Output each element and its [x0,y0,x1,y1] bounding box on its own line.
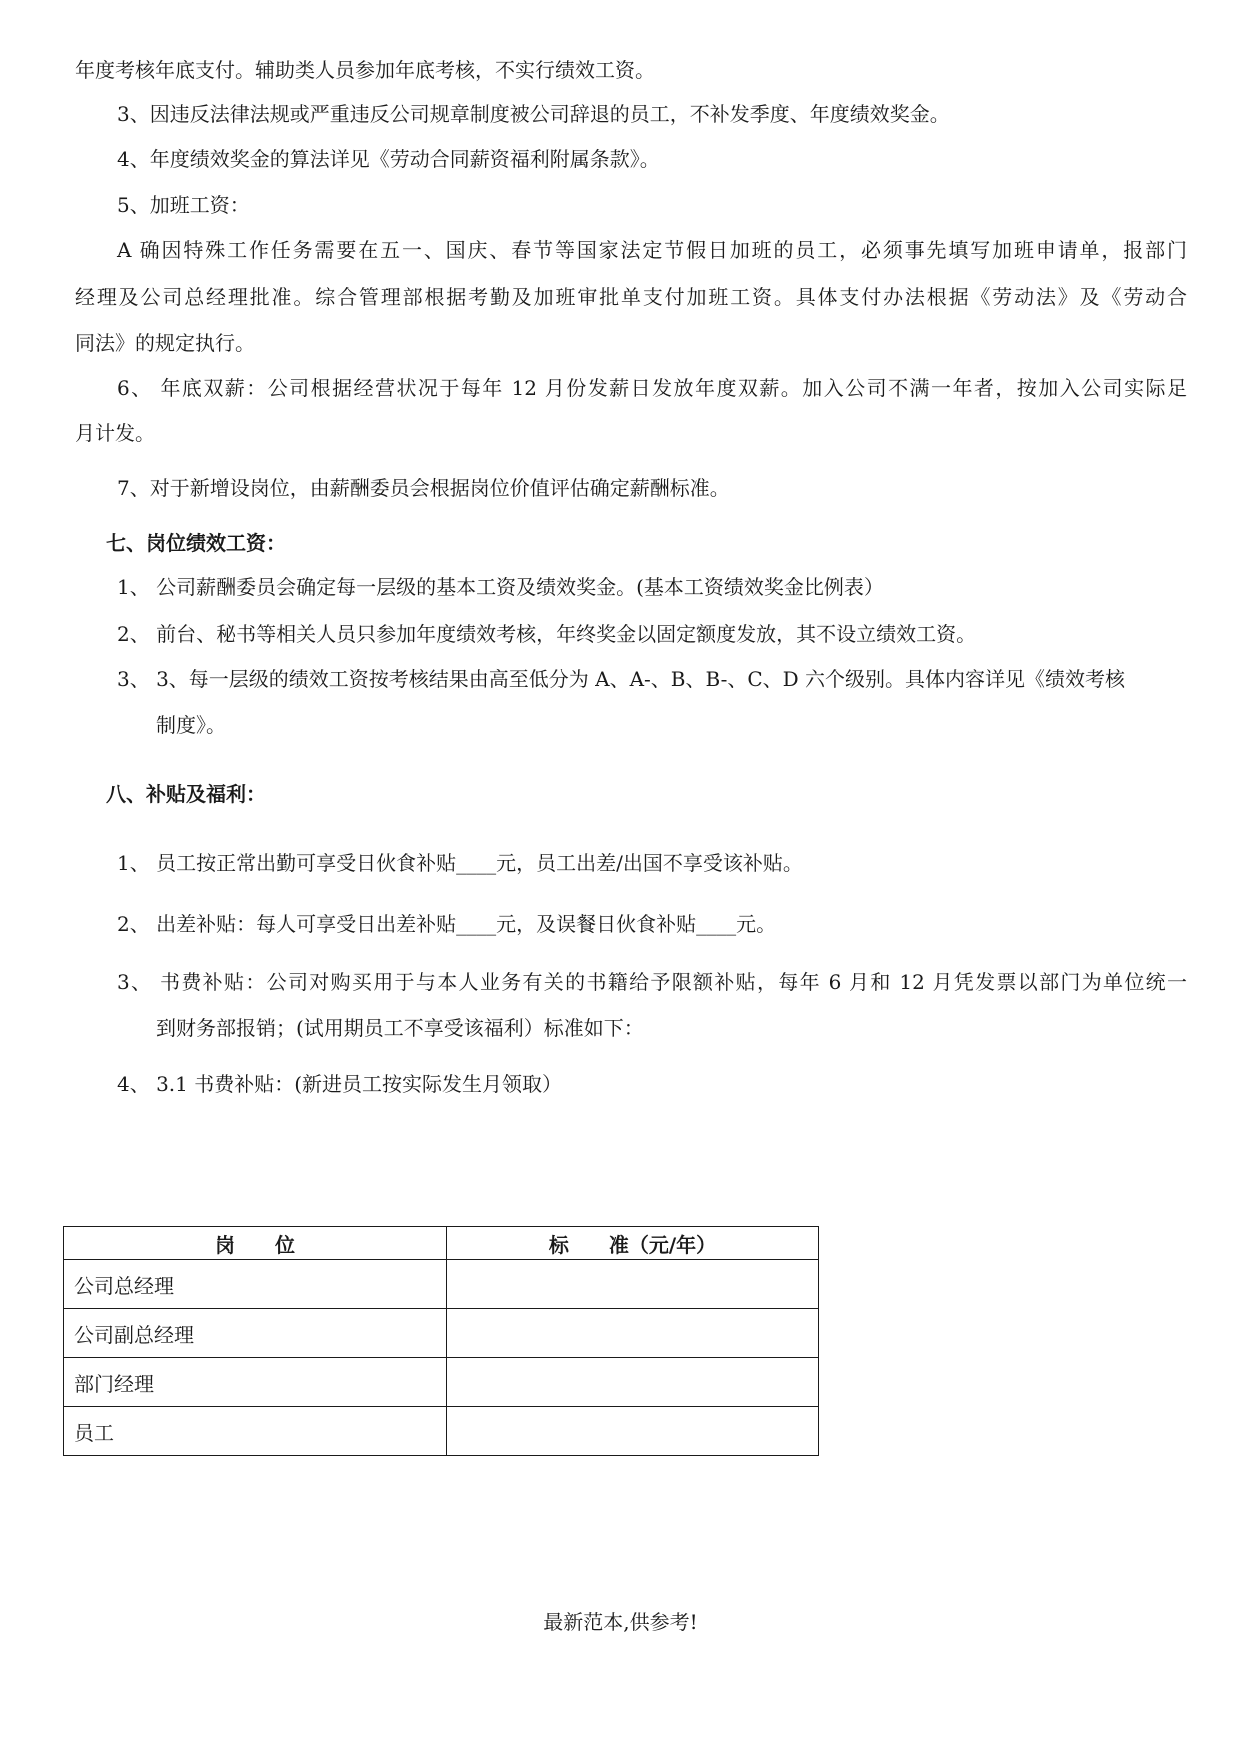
section-heading: 八、补贴及福利： [106,782,266,806]
list-item: 1、 公司薪酬委员会确定每一层级的基本工资及绩效奖金。(基本工资绩效奖金比例表） [117,575,884,599]
list-item: 到财务部报销；(试用期员工不享受该福利）标准如下： [156,1016,644,1040]
section-heading: 七、岗位绩效工资： [106,531,286,555]
paragraph-line: 经理及公司总经理批准。综合管理部根据考勤及加班审批单支付加班工资。具体支付办法根据《劳动法》及《劳动合 [75,285,1187,309]
list-item: 制度》。 [156,713,226,737]
list-item: 3、 3、每一层级的绩效工资按考核结果由高至低分为 A、A-、B、B-、C、D 六个级别。具体内容详见《绩效考核 [117,667,1126,691]
table-header-cell: 标 准（元/年） [447,1227,819,1260]
paragraph-line: 同法》的规定执行。 [75,331,255,355]
paragraph-line: 3、因违反法律法规或严重违反公司规章制度被公司辞退的员工，不补发季度、年度绩效奖金。 [117,102,950,126]
paragraph-line: 7、对于新增设岗位，由薪酬委员会根据岗位价值评估确定薪酬标准。 [117,476,730,500]
book-allowance-table [63,1226,819,1456]
table-row [64,1309,819,1358]
paragraph-line: 6、 年底双薪：公司根据经营状况于每年 12 月份发薪日发放年度双薪。加入公司不满一年者，按加入公司实际足 [117,376,1187,400]
table-cell [447,1407,819,1456]
table-header-row [64,1227,819,1260]
list-item: 3、 书费补贴：公司对购买用于与本人业务有关的书籍给予限额补贴，每年 6 月和 12 月凭发票以部门为单位统一 [117,970,1187,994]
paragraph-line: 月计发。 [75,421,155,445]
table-cell: 员工 [64,1407,447,1456]
paragraph-line: A 确因特殊工作任务需要在五一、国庆、春节等国家法定节假日加班的员工，必须事先填写加班申请单，报部门 [117,238,1187,262]
table-cell: 公司副总经理 [64,1309,447,1358]
table-header-cell: 岗 位 [64,1227,447,1260]
table-cell [447,1358,819,1407]
paragraph-line: 5、加班工资： [117,193,250,217]
table-cell: 部门经理 [64,1358,447,1407]
table-cell: 公司总经理 [64,1260,447,1309]
list-item: 2、 出差补贴：每人可享受日出差补贴____元，及误餐日伙食补贴____元。 [117,912,777,936]
table-row [64,1260,819,1309]
page-footer: 最新范本,供参考! [543,1610,698,1634]
paragraph-line: 年度考核年底支付。辅助类人员参加年底考核，不实行绩效工资。 [75,58,655,82]
table-cell [447,1309,819,1358]
list-item: 2、 前台、秘书等相关人员只参加年度绩效考核，年终奖金以固定额度发放，其不设立绩效工资。 [117,622,977,646]
list-item: 1、 员工按正常出勤可享受日伙食补贴____元，员工出差/出国不享受该补贴。 [117,851,803,875]
list-item: 4、 3.1 书费补贴：(新进员工按实际发生月领取） [117,1072,563,1096]
table-cell [447,1260,819,1309]
table-row [64,1358,819,1407]
paragraph-line: 4、年度绩效奖金的算法详见《劳动合同薪资福利附属条款》。 [117,147,660,171]
table-row [64,1407,819,1456]
